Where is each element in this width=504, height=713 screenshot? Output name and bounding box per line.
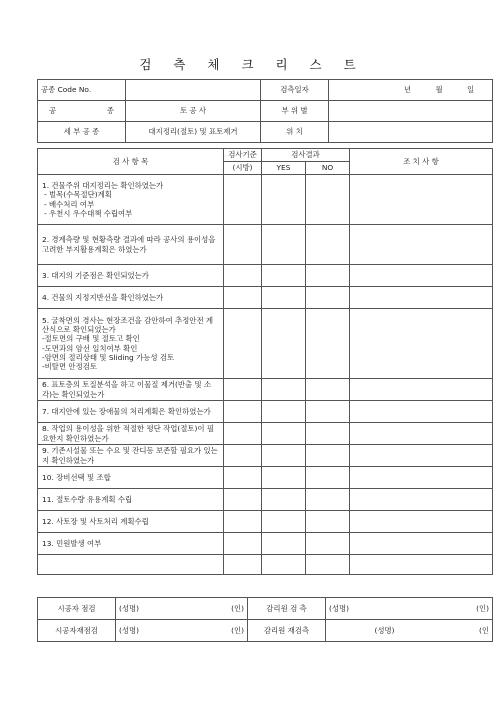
action-cell[interactable] [350, 175, 493, 225]
supervisor-recheck-name-label: (성명) [326, 620, 411, 642]
action-cell[interactable] [350, 489, 493, 511]
standard-cell[interactable] [224, 467, 262, 489]
table-row [38, 225, 493, 265]
item-column-header: 검 사 항 목 [38, 149, 224, 175]
supervisor-recheck-seal-label: (인 [411, 620, 493, 642]
inspection-date-label: 검측일자 [261, 80, 329, 101]
table-row [38, 287, 493, 309]
yes-cell[interactable] [262, 287, 306, 309]
no-cell[interactable] [306, 445, 350, 467]
work-type-value: 토 공 사 [126, 101, 261, 122]
item-text-cell [38, 423, 224, 445]
checklist-table [37, 148, 493, 575]
item-subline: -절토면의 구배 및 절토고 확인 [42, 334, 140, 344]
item-text-cell [38, 445, 224, 467]
action-cell[interactable] [350, 225, 493, 265]
date-year: 년 [404, 85, 412, 95]
item-text-cell [38, 511, 224, 533]
supervisor-name-label: (성명) [326, 598, 411, 620]
action-cell[interactable] [350, 511, 493, 533]
header-table [37, 79, 493, 143]
no-column-header: NO [306, 162, 350, 175]
table-row [38, 555, 493, 575]
inspection-date-value [329, 80, 493, 101]
item-text-cell [38, 555, 224, 575]
supervisor-check-label: 감리원 검 측 [248, 598, 326, 620]
yes-cell[interactable] [262, 175, 306, 225]
header-row-detail [38, 122, 493, 143]
standard-cell[interactable] [224, 423, 262, 445]
contractor-recheck-name-label: (성명) [116, 620, 176, 642]
no-cell[interactable] [306, 265, 350, 287]
table-row [38, 445, 493, 467]
item-subline: -비탈면 안정검토 [42, 362, 97, 371]
yes-cell[interactable] [262, 309, 306, 379]
supervisor-seal-label: (인) [411, 598, 493, 620]
action-cell[interactable] [350, 265, 493, 287]
yes-cell[interactable] [262, 533, 306, 555]
yes-cell[interactable] [262, 555, 306, 575]
item-subline: -암면의 절리상태 및 Sliding 가능성 검토 [42, 352, 175, 362]
contractor-name-label: (성명) [116, 598, 176, 620]
table-row [38, 423, 493, 445]
no-cell[interactable] [306, 423, 350, 445]
action-cell[interactable] [350, 401, 493, 423]
yes-cell[interactable] [262, 467, 306, 489]
yes-cell[interactable] [262, 511, 306, 533]
standard-cell[interactable] [224, 489, 262, 511]
item-title: 8. 작업의 용이성을 위한 적절한 평단 작업(절토)이 필요한지 확인하였는가 [42, 424, 215, 443]
item-text-cell [38, 225, 224, 265]
standard-cell[interactable] [224, 379, 262, 401]
item-subline: - 배수처리 여부 [44, 199, 95, 209]
detail-value: 대지정리(절토) 및 표토제거 [126, 122, 261, 143]
item-text-cell [38, 265, 224, 287]
no-cell[interactable] [306, 225, 350, 265]
standard-cell[interactable] [224, 225, 262, 265]
detail-label: 세 부 공 종 [38, 122, 126, 143]
no-cell[interactable] [306, 511, 350, 533]
location-label: 위 치 [261, 122, 329, 143]
item-title: 4. 건물의 지정지반선을 확인하였는가 [42, 292, 164, 302]
code-value [126, 80, 261, 101]
contractor-recheck-seal-label: (인) [176, 620, 248, 642]
standard-column-header: 검사기준 [224, 149, 262, 162]
work-type-label-text: 공 종 [49, 106, 114, 116]
standard-cell[interactable] [224, 287, 262, 309]
item-title: 6. 표토층의 토질분석을 하고 이물질 제거(반출 및 소각)는 확인되었는가 [42, 380, 212, 399]
work-type-label [38, 101, 126, 122]
table-row [38, 533, 493, 555]
location-value [329, 122, 493, 143]
contractor-recheck-label: 시공자재점검 [38, 620, 116, 642]
no-cell[interactable] [306, 489, 350, 511]
item-title: 5. 굴착면의 경사는 현장조건을 감안하여 추정안전 계산식으로 확인되었는가 [42, 315, 214, 334]
no-cell[interactable] [306, 555, 350, 575]
standard-cell[interactable] [224, 533, 262, 555]
item-text-cell [38, 379, 224, 401]
standard-cell[interactable] [224, 265, 262, 287]
date-day: 일 [467, 85, 475, 95]
yes-cell[interactable] [262, 401, 306, 423]
item-title: 10. 장비선택 및 조합 [42, 472, 111, 482]
action-cell[interactable] [350, 445, 493, 467]
action-cell[interactable] [350, 555, 493, 575]
no-cell[interactable] [306, 175, 350, 225]
table-row [38, 467, 493, 489]
no-cell[interactable] [306, 467, 350, 489]
table-row [38, 511, 493, 533]
table-row [38, 489, 493, 511]
action-cell[interactable] [350, 533, 493, 555]
signature-row-recheck [38, 620, 493, 642]
item-text-cell [38, 175, 224, 225]
action-cell[interactable] [350, 467, 493, 489]
table-row [38, 401, 493, 423]
yes-cell[interactable] [262, 489, 306, 511]
yes-cell[interactable] [262, 225, 306, 265]
no-cell[interactable] [306, 309, 350, 379]
item-text-cell [38, 401, 224, 423]
standard-cell[interactable] [224, 511, 262, 533]
item-title: 13. 민원발생 여부 [42, 538, 102, 548]
column-header-row-1 [38, 149, 493, 162]
action-cell[interactable] [350, 379, 493, 401]
item-subline: -도면과의 암선 일치여부 확인 [42, 343, 138, 353]
standard-cell[interactable] [224, 309, 262, 379]
header-row-work-type [38, 101, 493, 122]
standard-sub-header: (시방) [224, 162, 262, 175]
item-text-cell [38, 309, 224, 379]
no-cell[interactable] [306, 379, 350, 401]
part-label: 부 위 별 [261, 101, 329, 122]
page-title: 검 측 체 크 리 스 트 [139, 57, 365, 72]
item-text-cell [38, 287, 224, 309]
code-label: 공종 Code No. [38, 80, 126, 101]
item-title: 9. 기존시설물 또는 수요 및 잔디등 보존할 필요가 있는지 확인하였는가 [42, 446, 218, 465]
item-title: 12. 사토장 및 사토처리 계획수립 [42, 516, 149, 526]
table-row [38, 175, 493, 225]
action-cell[interactable] [350, 287, 493, 309]
standard-cell[interactable] [224, 445, 262, 467]
item-text-cell [38, 489, 224, 511]
yes-cell[interactable] [262, 423, 306, 445]
item-subline: - 우천시 우수대책 수립여부 [44, 208, 133, 218]
contractor-check-label: 시공자 점검 [38, 598, 116, 620]
result-column-header: 검사결과 [262, 149, 350, 162]
supervisor-recheck-label: 감리원 재검측 [248, 620, 326, 642]
action-column-header: 조 치 사 항 [350, 149, 493, 175]
no-cell[interactable] [306, 533, 350, 555]
part-value [329, 101, 493, 122]
item-title: 2. 경계측량 및 현황측량 결과에 따라 공사의 용이성을 고려한 부지활용계획은 하였는가 [42, 235, 216, 254]
yes-cell[interactable] [262, 445, 306, 467]
item-text-cell [38, 533, 224, 555]
yes-cell[interactable] [262, 379, 306, 401]
standard-cell[interactable] [224, 401, 262, 423]
yes-cell[interactable] [262, 265, 306, 287]
item-subline: - 벌목(수목절단)계획 [44, 190, 112, 200]
item-text-cell [38, 467, 224, 489]
yes-column-header: YES [262, 162, 306, 175]
standard-cell[interactable] [224, 555, 262, 575]
table-row [38, 379, 493, 401]
item-title: 3. 대지의 기준점은 확인되었는가 [42, 270, 149, 280]
table-row [38, 309, 493, 379]
table-row [38, 265, 493, 287]
action-cell[interactable] [350, 309, 493, 379]
contractor-seal-label: (인) [176, 598, 248, 620]
standard-cell[interactable] [224, 175, 262, 225]
no-cell[interactable] [306, 287, 350, 309]
action-cell[interactable] [350, 423, 493, 445]
no-cell[interactable] [306, 401, 350, 423]
checklist-rows [38, 175, 493, 575]
item-title: 11. 절토수량 유용계획 수립 [42, 494, 133, 504]
signature-row-check [38, 598, 493, 620]
item-title: 1. 건물주위 대지정리는 확인하였는가 [42, 181, 164, 190]
signature-table [37, 597, 493, 642]
header-row-code [38, 80, 493, 101]
date-month: 월 [435, 85, 443, 95]
item-title: 7. 대지안에 있는 장애물의 처리계획은 확인하였는가 [42, 406, 211, 416]
